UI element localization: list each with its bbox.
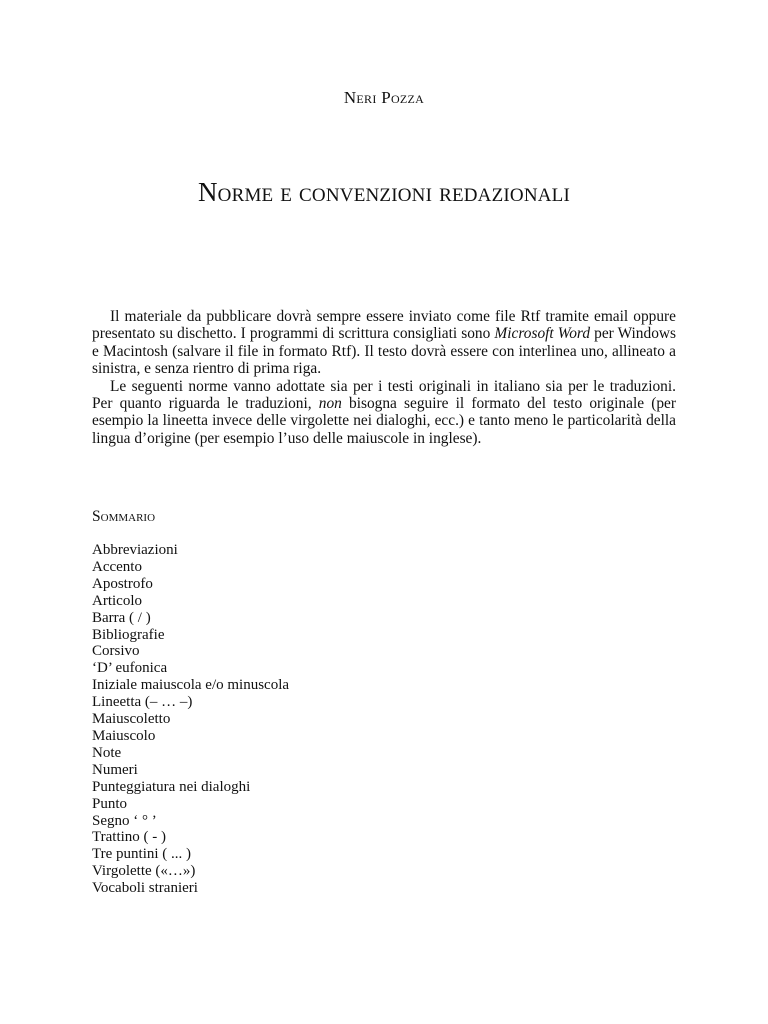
summary-item: Iniziale maiuscola e/o minuscola bbox=[92, 677, 290, 694]
summary-item: Maiuscoletto bbox=[92, 711, 171, 728]
summary-item: Apostrofo bbox=[92, 575, 153, 592]
summary-item: Maiuscolo bbox=[92, 727, 156, 744]
summary-item: Accento bbox=[92, 558, 142, 575]
summary-item: Punto bbox=[92, 795, 128, 812]
intro-p1-text-b: per Windows e Macintosh (salvare il file in formato Rtf). Il testo dovrà essere con interlinea uno, allineato a sinistra, e senza rientro di prima riga. bbox=[92, 325, 676, 378]
summary-item: Bibliografie bbox=[92, 626, 165, 643]
summary-list bbox=[92, 542, 289, 897]
intro-paragraph-2 bbox=[92, 378, 676, 448]
summary-item: Corsivo bbox=[92, 643, 140, 660]
summary-item: Abbreviazioni bbox=[92, 542, 178, 558]
intro-p2-text-b: bisogna seguire il formato del testo originale (per esempio la lineetta invece delle virgolette nei dialoghi, ecc.) e tanto meno le particolarità della lingua d’origine (per esempio l’uso delle maiuscole in inglese). bbox=[92, 395, 676, 447]
summary-item: Note bbox=[92, 744, 122, 761]
summary-item: Punteggiatura nei dialoghi bbox=[92, 778, 251, 795]
summary-item: Trattino ( - ) bbox=[92, 829, 167, 846]
intro-paragraph-1 bbox=[92, 308, 676, 378]
summary-item: Tre puntini ( ... ) bbox=[92, 846, 192, 863]
intro-p2-text-a: Le seguenti norme vanno adottate sia per i testi originali in italiano sia per le traduzioni. Per quanto riguarda le traduzioni, bbox=[92, 377, 676, 413]
intro-p2-emphasis: non bbox=[318, 395, 342, 413]
intro-p1-text-a: Il materiale da pubblicare dovrà sempre essere inviato come file Rtf tramite email oppure presentato su dischetto. I programmi di scrittura consigliati sono bbox=[92, 308, 676, 343]
summary-item: ‘D’ eufonica bbox=[92, 660, 168, 677]
summary-item: Virgolette («…») bbox=[92, 863, 196, 880]
publisher-name: Neri Pozza bbox=[343, 88, 425, 107]
document-title: Norme e convenzioni redazionali bbox=[197, 177, 571, 207]
summary-item: Articolo bbox=[92, 592, 142, 609]
intro-text bbox=[92, 308, 676, 447]
intro-p1-software: Microsoft Word bbox=[494, 325, 591, 343]
summary-item: Barra ( / ) bbox=[92, 609, 151, 626]
summary-item: Numeri bbox=[92, 761, 138, 778]
summary-heading: Sommario bbox=[92, 508, 156, 525]
summary-item: Lineetta (– … –) bbox=[92, 694, 193, 711]
summary-item: Segno ‘ ° ’ bbox=[92, 812, 157, 829]
summary-item: Vocaboli stranieri bbox=[92, 880, 198, 897]
